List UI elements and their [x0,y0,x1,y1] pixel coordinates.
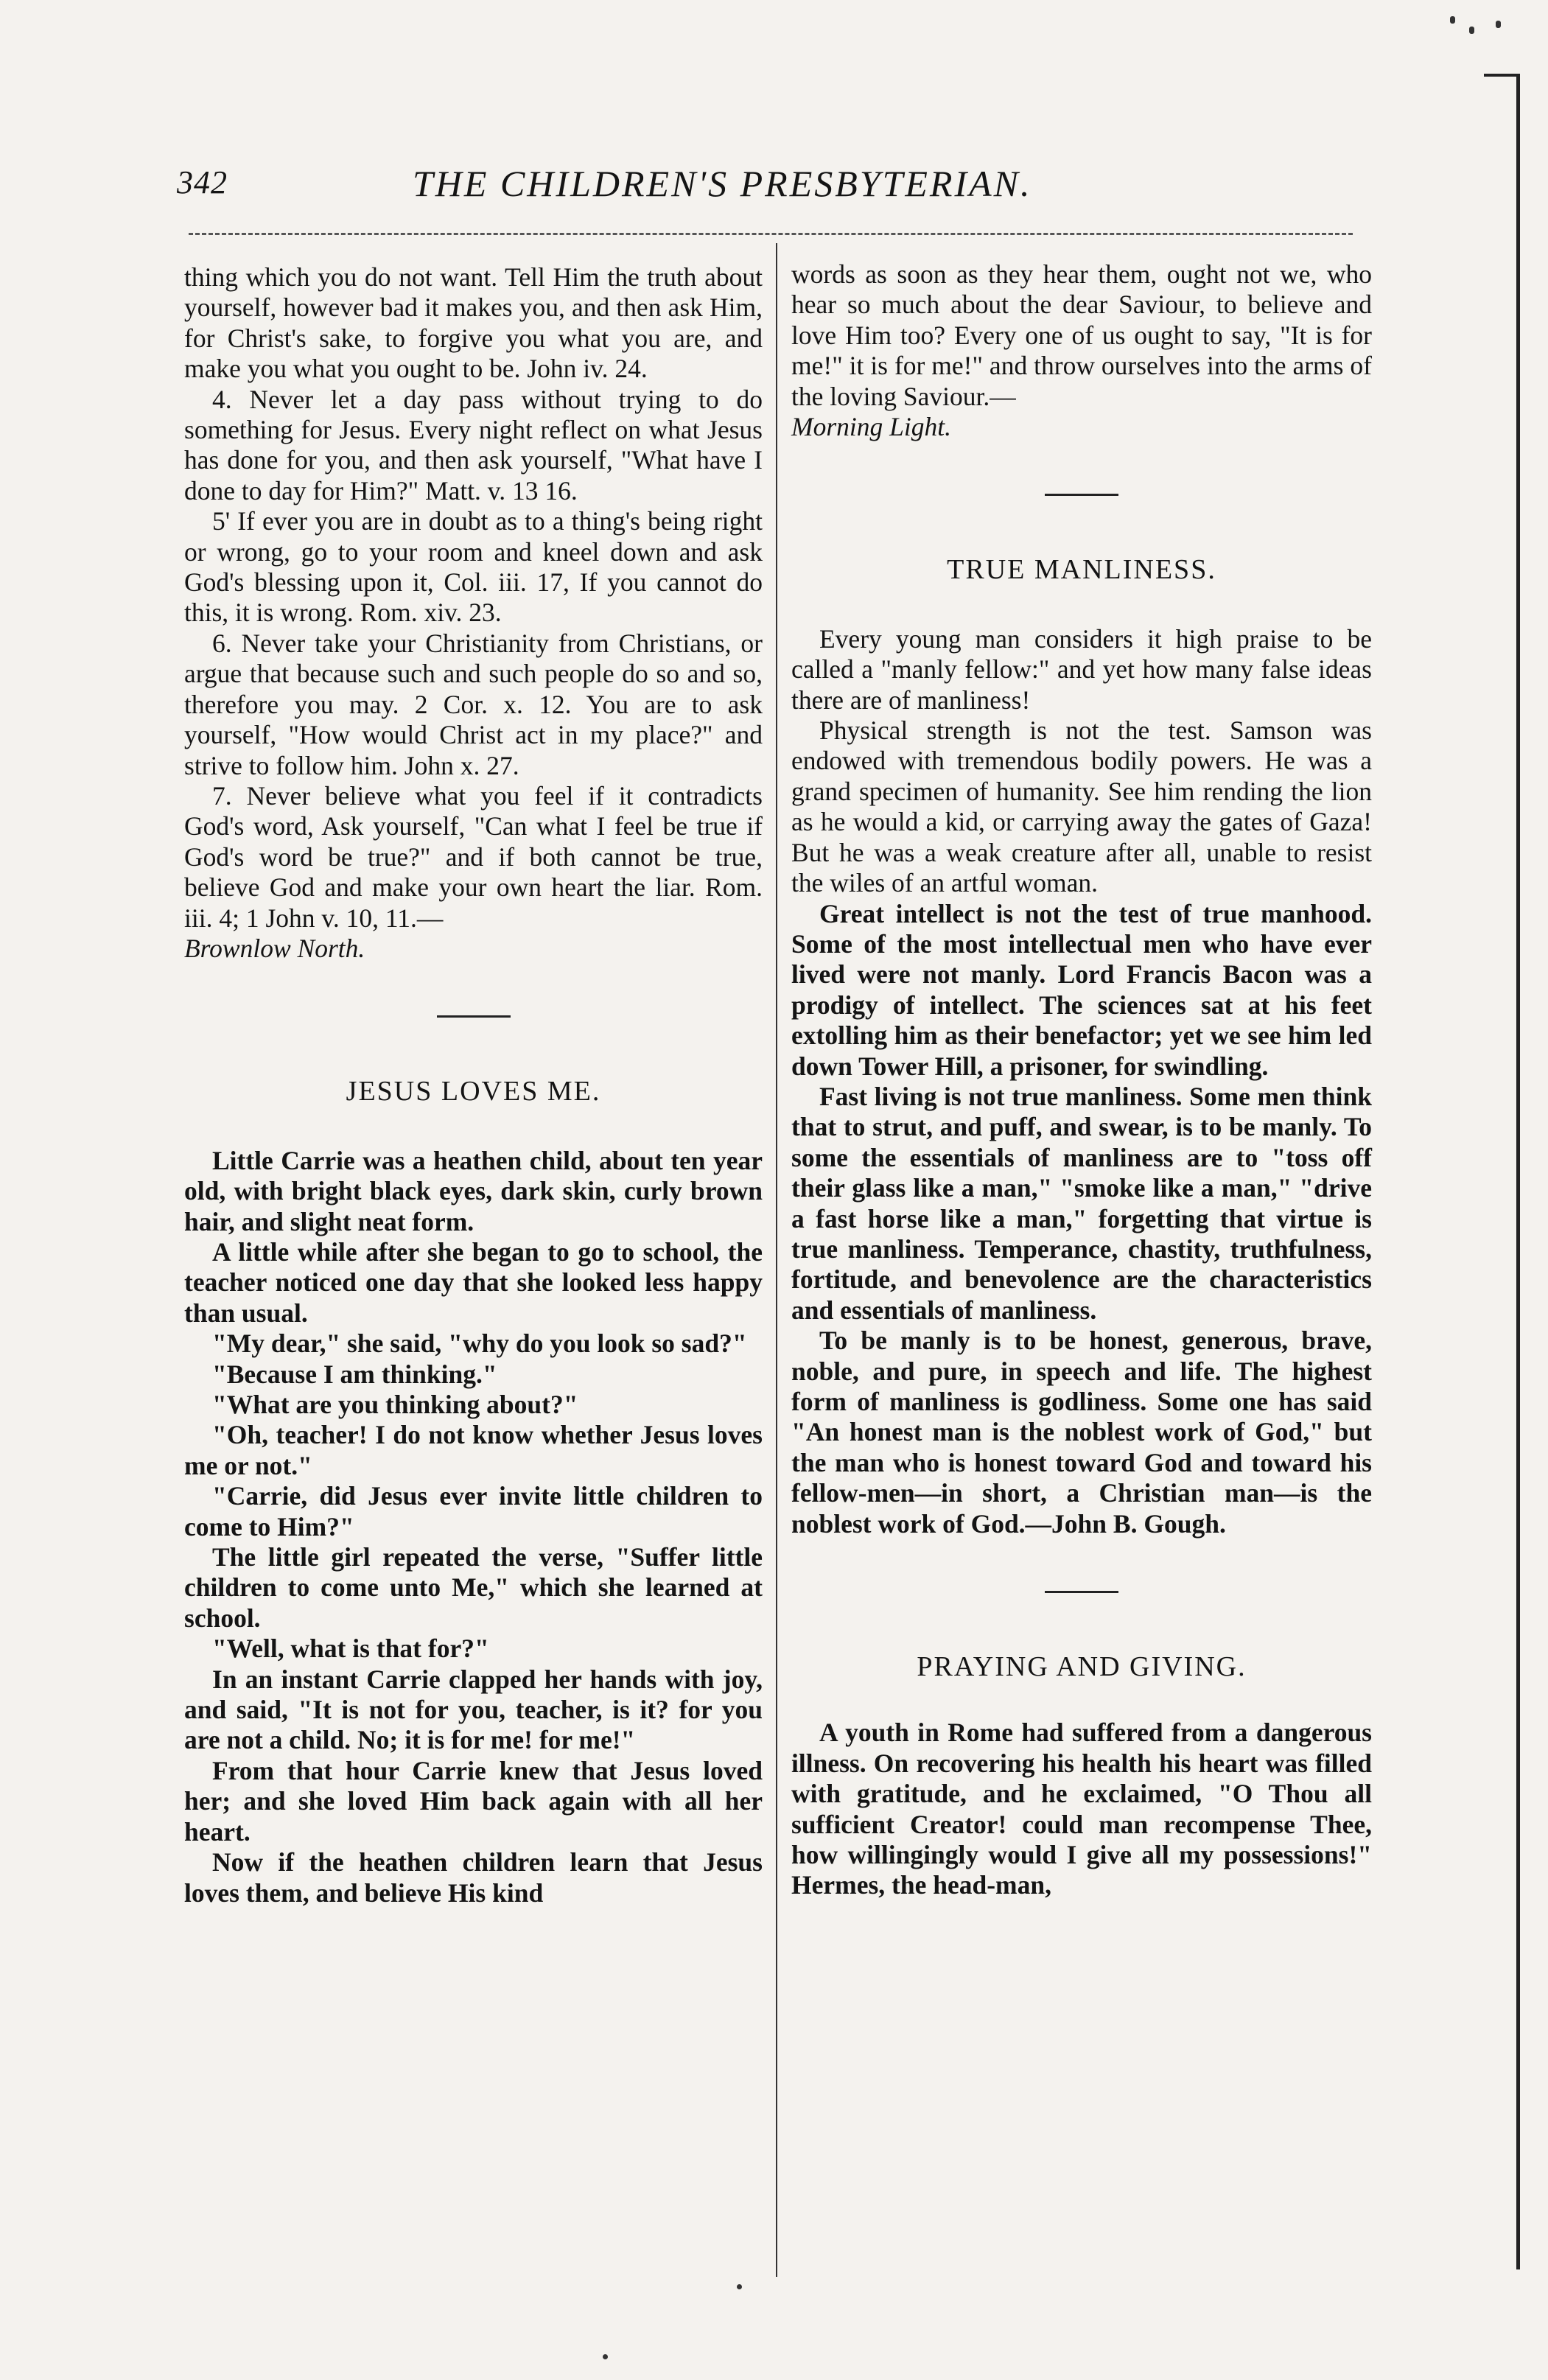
running-title: THE CHILDREN'S PRESBYTERIAN. [413,163,1032,204]
story-paragraph: From that hour Carrie knew that Jesus loved her; and she loved Him back again with all her heart. [184,1755,763,1847]
right-column [791,259,1372,1901]
binding-margin-tick [1484,74,1518,77]
section-title: JESUS LOVES ME. [346,1076,601,1107]
body-paragraph: 4. Never let a day pass without trying to do something for Jesus. Every night reflect on what Jesus has done for you, and then ask yourself, "What have I done to day for Him?" Matt. v. 13 16. [184,384,763,505]
margin-speck [1469,27,1474,34]
body-paragraph: words as soon as they hear them, ought not we, who hear so much about the dear Saviour, to believe and love Him too? Every one of us ought to say, "It is for me!" it is for me!" and throw ourselves into the arms of the loving Saviour.— [791,259,1372,411]
story-paragraph: In an instant Carrie clapped her hands with joy, and said, "It is not for you, teacher, is it? for you are not a child. No; it is for me! for me!" [184,1664,763,1755]
essay-paragraph: Physical strength is not the test. Samson was endowed with tremendous bodily powers. He was a grand specimen of humanity. See him rending the lion as he would a kid, or carrying away the gates of Gaza! But he was a weak creature after all, unable to resist the wiles of an artful woman. [791,715,1372,898]
story-paragraph: "Carrie, did Jesus ever invite little children to come to Him?" [184,1481,763,1541]
story-paragraph: A little while after she began to go to school, the teacher noticed one day that she looked less happy than usual. [184,1236,763,1328]
story-paragraph: "Well, what is that for?" [212,1634,489,1664]
story-paragraph: "Oh, teacher! I do not know whether Jesus loves me or not." [184,1420,763,1480]
source-attribution: Morning Light. [791,412,951,442]
essay-paragraph: A youth in Rome had suffered from a dangerous illness. On recovering his health his heart was filled with gratitude, and he exclaimed, "O Thou all sufficient Creator! could man recompense Thee, how willingingly would I give all my possessions!" Hermes, the head-man, [791,1718,1372,1900]
section-title: TRUE MANLINESS. [947,554,1216,586]
margin-speck [1496,21,1501,28]
binding-margin-line [1516,74,1520,2269]
body-paragraph: thing which you do not want. Tell Him the truth about yourself, however bad it makes you, and then ask Him, for Christ's sake, to forgive you what you are, and make you what you ought to be. John iv. 24. [184,262,763,384]
left-column [184,262,763,1908]
body-paragraph: 5' If ever you are in doubt as to a thing's being right or wrong, go to your room and kneel down and ask God's blessing upon it, Col. iii. 17, If you cannot do this, it is wrong. Rom. xiv. 23. [184,506,763,628]
story-paragraph: Now if the heathen children learn that Jesus loves them, and believe His kind [184,1847,763,1908]
author-attribution: Brownlow North. [184,933,365,963]
essay-paragraph: Every young man considers it high praise to be called a "manly fellow:" and yet how many false ideas there are of manliness! [791,623,1372,715]
print-speck [603,2354,608,2359]
essay-paragraph: Great intellect is not the test of true manhood. Some of the most intellectual men who have ever lived were not manly. Lord Francis Bacon was a prodigy of intellect. The sciences sat at his feet extolling him as their benefactor; yet we see him led down Tower Hill, a prisoner, for swindling. [791,898,1372,1081]
essay-paragraph: To be manly is to be honest, generous, brave, noble, and pure, in speech and life. The highest form of manliness is godliness. Some one has said "An honest man is the noblest work of God," but the man who is honest toward God and toward his fellow-men—in short, a Christian man—is the noblest work of God.—John B. Gough. [791,1326,1372,1539]
body-paragraph: 6. Never take your Christianity from Christians, or argue that because such and such people do so and so, therefore you may. 2 Cor. x. 12. You are to ask yourself, "How would Christ act in my place?" and strive to follow him. John x. 27. [184,628,763,780]
section-divider [1045,1591,1118,1593]
column-divider [776,243,777,2277]
essay-paragraph: Fast living is not true manliness. Some men think that to strut, and puff, and swear, is to be manly. To some the essentials of manliness are to "toss off their glass like a man," "smoke like a man," "drive a fast horse like a man," forgetting that virtue is true manliness. Temperance, chastity, truthfulness, fortitude, and benevolence are the characteristics and essentials of manliness. [791,1081,1372,1325]
story-paragraph: "Because I am thinking." [212,1359,497,1389]
page-number: 342 [177,164,228,200]
body-paragraph: 7. Never believe what you feel if it contradicts God's word, Ask yourself, "Can what I feel be true if God's word be true?" and if both cannot be true, believe God and make your own heart the liar. Rom. iii. 4; 1 John v. 10, 11.— [184,780,763,933]
story-paragraph: "What are you thinking about?" [212,1390,578,1419]
section-title: PRAYING AND GIVING. [917,1651,1247,1683]
print-speck [737,2284,742,2289]
story-paragraph: The little girl repeated the verse, "Suffer little children to come unto Me," which she learned at school. [184,1542,763,1633]
story-paragraph: "My dear," she said, "why do you look so sad?" [212,1329,747,1359]
story-paragraph: Little Carrie was a heathen child, about ten year old, with bright black eyes, dark skin, curly brown hair, and slight neat form. [184,1145,763,1236]
margin-speck [1450,16,1455,24]
header-rule [189,233,1353,235]
section-divider [437,1015,511,1018]
section-divider [1045,494,1118,496]
